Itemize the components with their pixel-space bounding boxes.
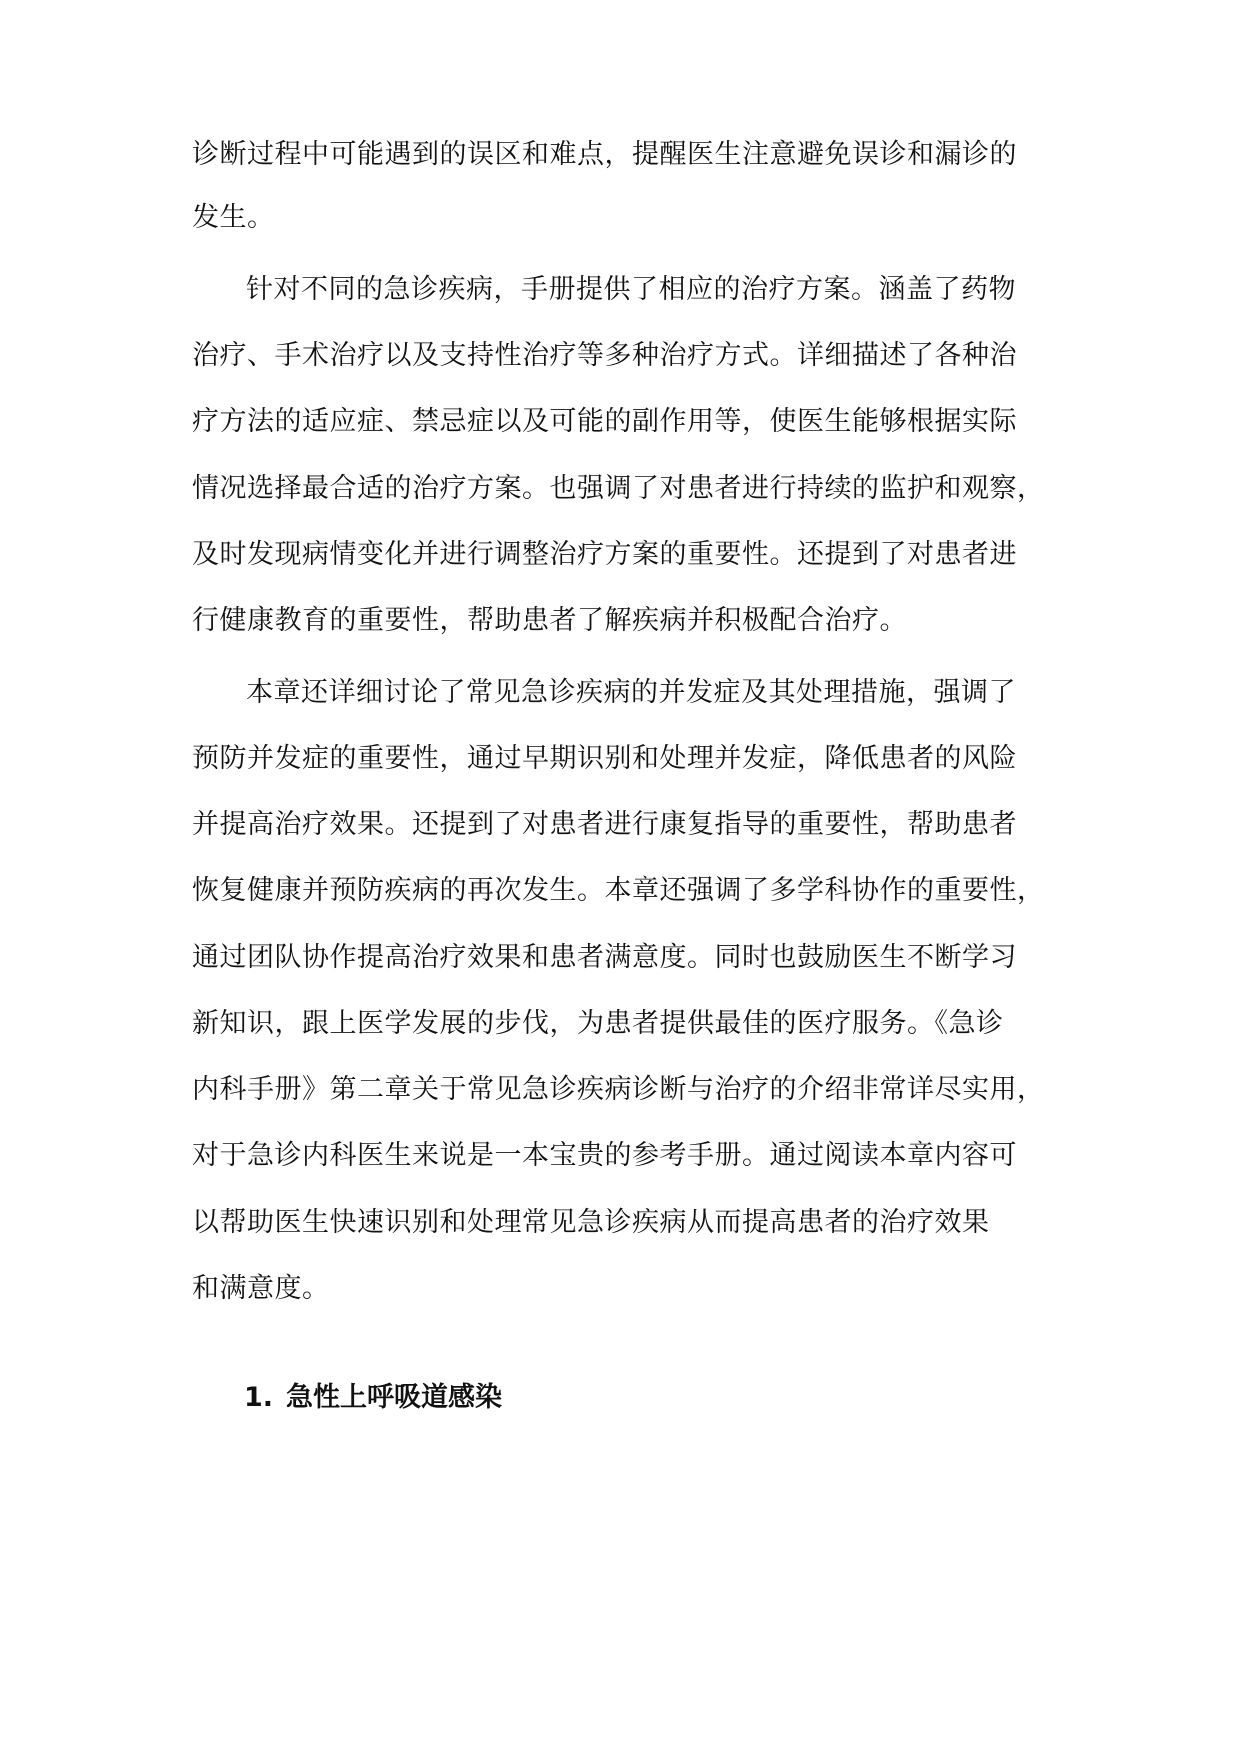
section-heading-text: 急性上呼吸道感染 <box>286 1382 502 1413</box>
paragraph-3-line-3: 并提高治疗效果。还提到了对患者进行康复指导的重要性，帮助患者 <box>192 809 1017 840</box>
paragraph-3-line-1: 本章还详细讨论了常见急诊疾病的并发症及其处理措施，强调了 <box>246 677 1016 708</box>
paragraph-3-line-5: 通过团队协作提高治疗效果和患者满意度。同时也鼓励医生不断学习 <box>192 942 1017 973</box>
paragraph-3-line-8: 对于急诊内科医生来说是一本宝贵的参考手册。通过阅读本章内容可 <box>192 1140 1017 1171</box>
paragraph-3-line-4: 恢复健康并预防疾病的再次发生。本章还强调了多学科协作的重要性， <box>192 875 1045 906</box>
paragraph-1-line-2: 发生。 <box>192 202 275 233</box>
paragraph-3-line-9: 以帮助医生快速识别和处理常见急诊疾病从而提高患者的治疗效果 <box>192 1207 990 1238</box>
paragraph-2-line-5: 及时发现病情变化并进行调整治疗方案的重要性。还提到了对患者进 <box>192 539 1017 570</box>
paragraph-2-line-6: 行健康教育的重要性，帮助患者了解疾病并积极配合治疗。 <box>192 605 907 636</box>
paragraph-2-line-2: 治疗、手术治疗以及支持性治疗等多种治疗方式。详细描述了各种治 <box>192 340 1017 371</box>
section-heading-number: 1. <box>244 1382 274 1413</box>
paragraph-1-line-1: 诊断过程中可能遇到的误区和难点，提醒医生注意避免误诊和漏诊的 <box>192 139 1017 170</box>
paragraph-2-line-4: 情况选择最合适的治疗方案。也强调了对患者进行持续的监护和观察， <box>192 473 1045 504</box>
paragraph-2-line-1: 针对不同的急诊疾病，手册提供了相应的治疗方案。涵盖了药物 <box>246 274 1016 305</box>
paragraph-3-line-7: 内科手册》第二章关于常见急诊疾病诊断与治疗的介绍非常详尽实用， <box>192 1074 1045 1105</box>
paragraph-3-line-6: 新知识，跟上医学发展的步伐，为患者提供最佳的医疗服务。《急诊 <box>192 1008 1004 1039</box>
paragraph-3-line-2: 预防并发症的重要性，通过早期识别和处理并发症，降低患者的风险 <box>192 743 1017 774</box>
paragraph-2-line-3: 疗方法的适应症、禁忌症以及可能的副作用等，使医生能够根据实际 <box>192 406 1017 437</box>
section-heading <box>244 1380 502 1416</box>
paragraph-3-line-10: 和满意度。 <box>192 1273 330 1304</box>
